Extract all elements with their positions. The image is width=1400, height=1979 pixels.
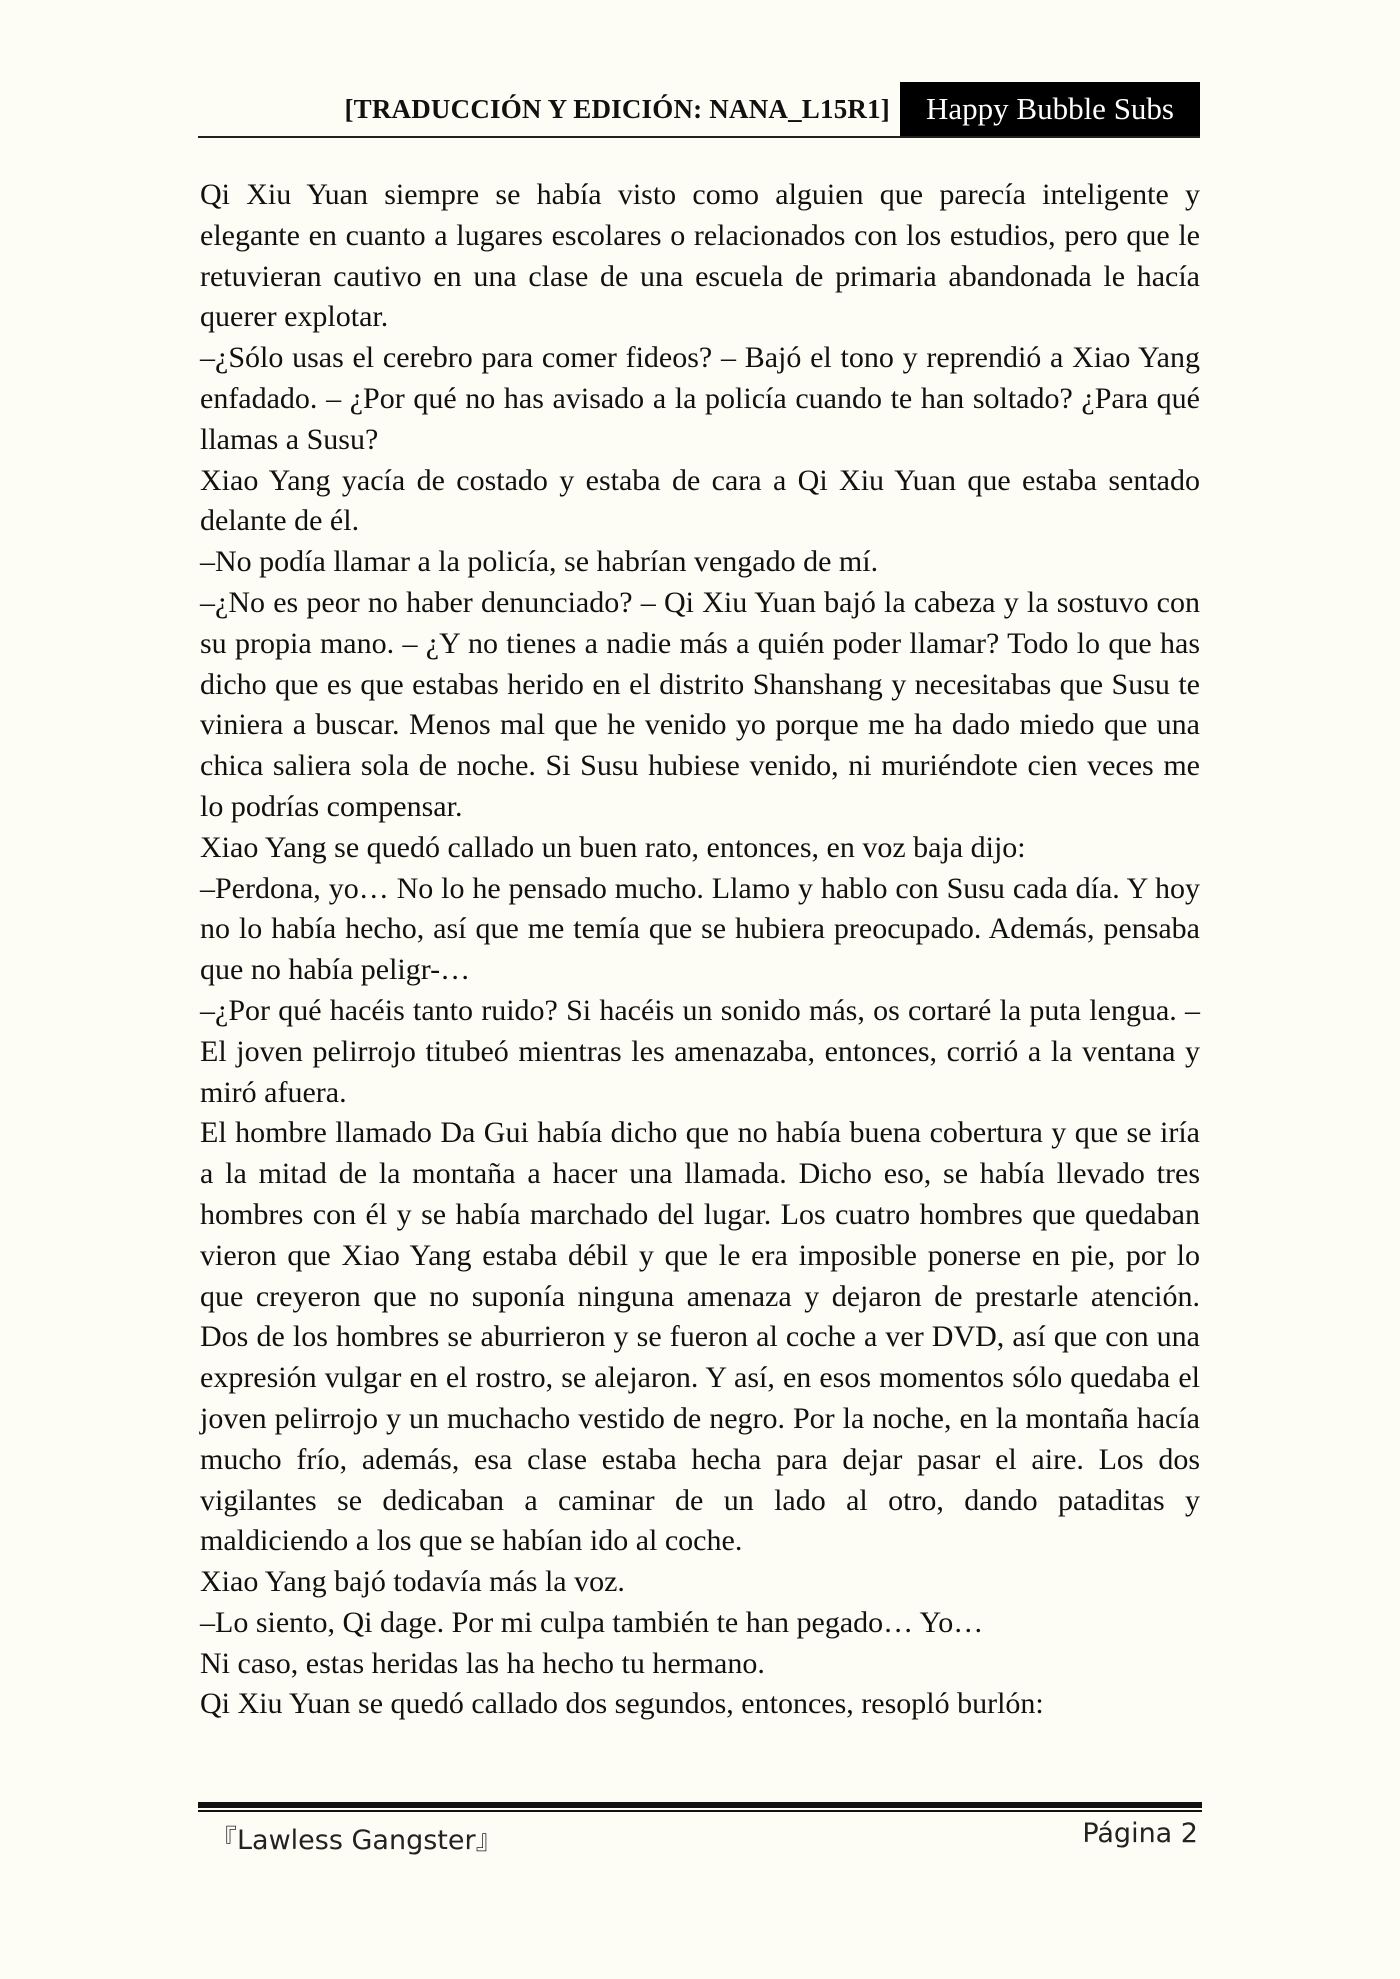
paragraph: Xiao Yang yacía de costado y estaba de cara a Qi Xiu Yuan que estaba sentado delante de él. [200,463,1200,538]
paragraph: El hombre llamado Da Gui había dicho que no había buena cobertura y que se iría a la mitad de la montaña a hacer una llamada. Dicho eso, se había llevado tres hombres con él y se había marchado del lugar. Los cuatro hombres que quedaban vieron que Xiao Yang estaba débil y que le era imposible ponerse en pie, por lo que creyeron que no suponía ninguna amenaza y dejaron de prestarle atención. Dos de los hombres se aburrieron y se fueron al coche a ver DVD, así que con una expresión vulgar en el rostro, se alejaron. Y así, en esos momentos sólo quedaba el joven pelirrojo y un muchacho vestido de negro. Por la noche, en la montaña hacía mucho frío, además, esa clase estaba hecha para dejar pasar el aire. Los dos vigilantes se dedicaban a caminar de un lado al otro, dando pataditas y maldiciendo a los que se habían ido al coche. [200,1116,1200,1558]
paragraph: Xiao Yang bajó todavía más la voz. [200,1565,625,1599]
paragraph: –Perdona, yo… No lo he pensado mucho. Llamo y hablo con Susu cada día. Y hoy no lo había hecho, así que me temía que se hubiera preocupado. Además, pensaba que no había peligr-… [200,871,1200,987]
footer-page-number: Página 2 [1082,1818,1198,1849]
footer-divider [198,1802,1202,1812]
paragraph: –¿No es peor no haber denunciado? – Qi Xiu Yuan bajó la cabeza y la sostuvo con su propia mano. – ¿Y no tienes a nadie más a quién poder llamar? Todo lo que has dicho que es que estabas herido en el distrito Shanshang y necesitabas que Susu te viniera a buscar. Menos mal que he venido yo porque me ha dado miedo que una chica saliera sola de noche. Si Susu hubiese venido, ni muriéndote cien veces me lo podrías compensar. [200,585,1200,823]
footer-divider-thick [198,1802,1202,1808]
brand-label: Happy Bubble Subs [900,82,1200,136]
paragraph: –No podía llamar a la policía, se habrían vengado de mí. [200,545,879,579]
paragraph: Ni caso, estas heridas las ha hecho tu hermano. [200,1646,765,1680]
paragraph: Qi Xiu Yuan siempre se había visto como alguien que parecía inteligente y elegante en cuanto a lugares escolares o relacionados con los estudios, pero que le retuvieran cautivo en una clase de una escuela de primaria abandonada le hacía querer explotar. [200,178,1200,334]
paragraph: –Lo siento, Qi dage. Por mi culpa también te han pegado… Yo… [200,1605,984,1639]
paragraph: –¿Por qué hacéis tanto ruido? Si hacéis un sonido más, os cortaré la puta lengua. – El joven pelirrojo titubeó mientras les amenazaba, entonces, corrió a la ventana y miró afuera. [200,993,1200,1109]
body-text [200,175,1200,1725]
page-header [198,82,1200,138]
paragraph: –¿Sólo usas el cerebro para comer fideos? – Bajó el tono y reprendió a Xiao Yang enfadado. – ¿Por qué no has avisado a la policía cuando te han soltado? ¿Para qué llamas a Susu? [200,341,1200,456]
footer-divider-thin [198,1810,1202,1812]
paragraph: Xiao Yang se quedó callado un buen rato, entonces, en voz baja dijo: [200,830,1026,864]
paragraph: Qi Xiu Yuan se quedó callado dos segundos, entonces, resopló burlón: [200,1687,1044,1721]
translation-credit: [TRADUCCIÓN Y EDICIÓN: NANA_L15R1] [344,94,890,124]
footer-book-title: 『Lawless Gangster』 [210,1825,503,1856]
